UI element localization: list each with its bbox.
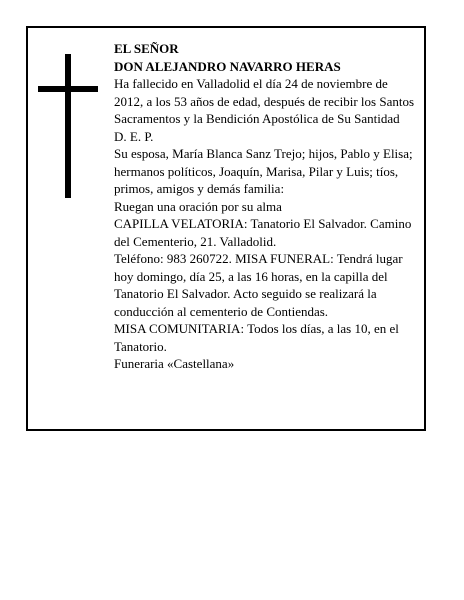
wake-chapel-info: CAPILLA VELATORIA: Tanatorio El Salvador. Camino del Cementerio, 21. Valladolid. — [114, 216, 412, 249]
community-mass-info: MISA COMUNITARIA: Todos los días, a las 10, en el Tanatorio. — [114, 321, 399, 354]
funeral-mass-info: Teléfono: 983 260722. MISA FUNERAL: Tendrá lugar hoy domingo, día 25, a las 16 horas, en la capilla del Tanatorio El Salvador. Acto seguido se realizará la conducción al cementerio de Contiendas. — [114, 251, 403, 319]
cross-vertical-bar — [65, 54, 71, 198]
rest-in-peace: D. E. P. — [114, 128, 154, 144]
cross-icon — [38, 54, 98, 198]
notice-text — [114, 40, 420, 373]
obituary-notice — [26, 26, 426, 431]
funeral-home-name: Funeraria «Castellana» — [114, 356, 235, 371]
family-members: Su esposa, María Blanca Sanz Trejo; hijos, Pablo y Elisa; hermanos políticos, Joaquín, Marisa, Pilar y Luis; tíos, primos, amigos y demás familia: — [114, 146, 413, 196]
deceased-name: DON ALEJANDRO NAVARRO HERAS — [114, 58, 341, 74]
cross-horizontal-bar — [38, 86, 98, 92]
death-announcement: Ha fallecido en Valladolid el día 24 de noviembre de 2012, a los 53 años de edad, después de recibir los Santos Sacramentos y la Bendición Apostólica de Su Santidad — [114, 76, 415, 126]
prayer-request: Ruegan una oración por su alma — [114, 198, 282, 214]
notice-heading-title: EL SEÑOR — [114, 41, 179, 56]
